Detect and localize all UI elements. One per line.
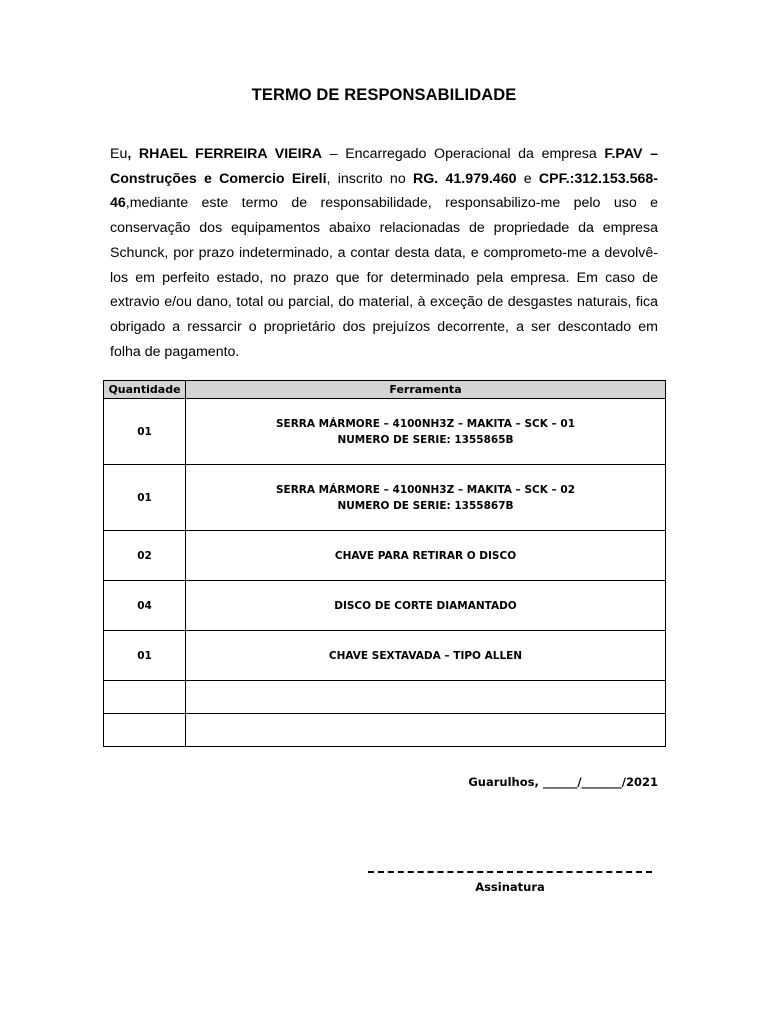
empty-quantity-cell (104, 681, 186, 714)
rg-number: RG. 41.979.460 (412, 170, 517, 187)
quantity-cell: 01 (104, 399, 186, 465)
para-text-3: , inscrito no (326, 170, 413, 187)
table-row (104, 631, 666, 681)
tool-cell: DISCO DE CORTE DIAMANTADO (186, 581, 666, 631)
serial-number: NUMERO DE SERIE: 1355865B (337, 433, 514, 446)
serial-number: NUMERO DE SERIE: 1355867B (337, 499, 514, 512)
cpf-number: CPF.:312.153.568-46 (110, 170, 658, 212)
company-name: F.PAV – Construções e Comercio Eireli (110, 146, 658, 187)
tool-cell: CHAVE SEXTAVADA – TIPO ALLEN (186, 631, 666, 681)
tools-table (103, 380, 666, 747)
header-tool: Ferramenta (186, 381, 666, 399)
empty-quantity-cell (104, 714, 186, 747)
para-text-4: e (516, 170, 539, 187)
signature-line (368, 871, 652, 873)
quantity-cell: 01 (104, 465, 186, 531)
para-text-2: – Encarregado Operacional da empresa (322, 146, 605, 162)
quantity-cell: 01 (104, 631, 186, 681)
document-title: TERMO DE RESPONSABILIDADE (251, 86, 517, 104)
table-row (104, 531, 666, 581)
empty-tool-cell (186, 714, 666, 747)
place-date-line: Guarulhos, ______/_______/2021 (468, 775, 658, 789)
header-quantity: Quantidade (104, 381, 186, 399)
tool-name: SERRA MÁRMORE – 4100NH3Z – MAKITA – SCK – 02 (275, 483, 576, 496)
table-row (104, 399, 666, 465)
empty-table-row (104, 681, 666, 714)
table-row (104, 581, 666, 631)
para-text-5: ,mediante este termo de responsabilidade, responsabilizo-me pelo uso e conservação dos equipamentos abaixo relacionadas de propriedade da empresa Schunck, por prazo indeterminado, a contar desta data, e comprometo-me a devolvê-los em perfeito estado, no prazo que for determinado pela empresa. Em caso de extravio e/ou dano, total ou parcial, do material, à exceção de desgastes naturais, fica obrigado a ressarcir o proprietário dos prejuízos decorrente, a ser descontado em folha de pagamento. (110, 195, 658, 360)
table-row (104, 465, 666, 531)
tool-cell (186, 465, 666, 531)
para-text-1: Eu (110, 146, 128, 162)
tool-cell (186, 399, 666, 465)
empty-table-row (104, 714, 666, 747)
employee-name: , RHAEL FERREIRA VIEIRA (127, 146, 323, 162)
empty-tool-cell (186, 681, 666, 714)
quantity-cell: 04 (104, 581, 186, 631)
tool-cell: CHAVE PARA RETIRAR O DISCO (186, 531, 666, 581)
table-header-row (104, 381, 666, 399)
responsibility-paragraph (110, 142, 658, 364)
signature-label: Assinatura (475, 880, 545, 894)
tool-name: SERRA MÁRMORE – 4100NH3Z – MAKITA – SCK – 01 (275, 417, 576, 430)
quantity-cell: 02 (104, 531, 186, 581)
